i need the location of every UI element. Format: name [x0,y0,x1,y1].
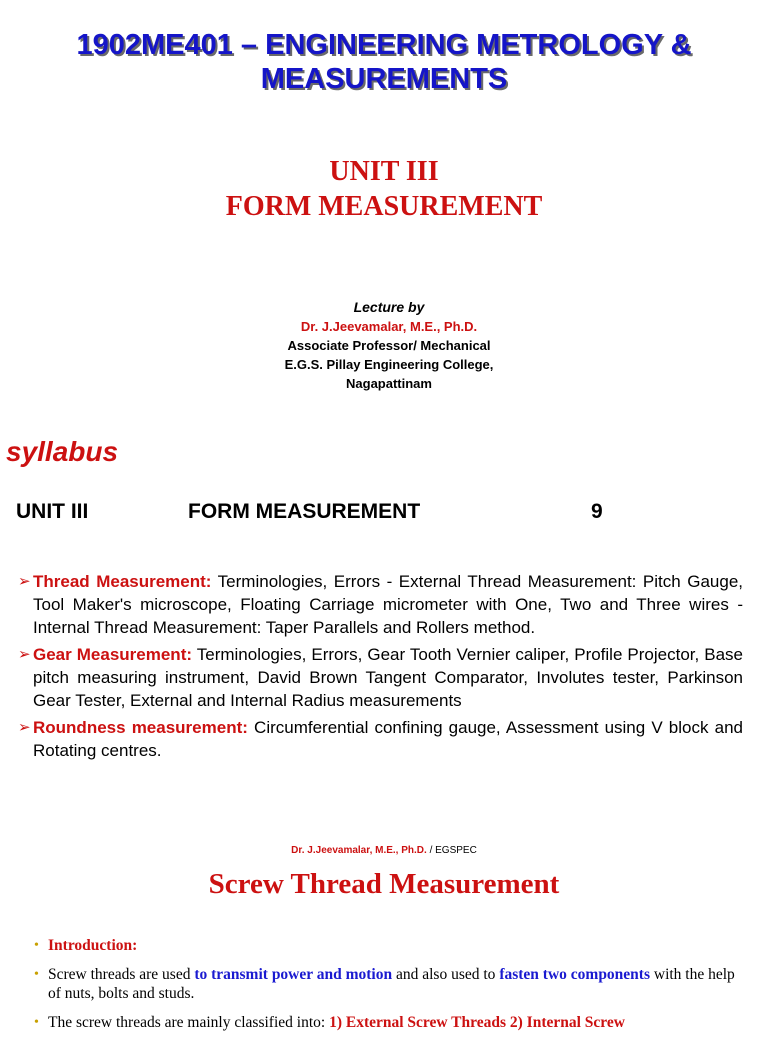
dot-bullet-icon: • [34,938,39,953]
lecture-by-label: Lecture by [353,299,425,315]
syllabus-item [18,643,743,712]
syllabus-topic-text: Circumferential confining gauge, Assessment using V block and Rotating centres. [33,718,743,760]
p1-text-c: and also used to [392,966,500,983]
p2-highlight-b: 1) External Screw Threads 2) Internal Screw [329,1014,625,1031]
syllabus-topic: Roundness measurement: [33,718,248,737]
slide3-bullet-list [34,936,744,1042]
slide3-item [34,1013,744,1032]
college-city: Nagapattinam [346,376,432,391]
lecturer-designation: Associate Professor/ Mechanical [287,338,491,353]
lecturer-info [0,298,768,393]
p1-highlight-b: to transmit power and motion [194,966,393,983]
arrow-bullet-icon: ➢ [18,573,31,590]
syllabus-hours: 9 [591,500,603,523]
arrow-bullet-icon: ➢ [18,646,31,663]
syllabus-unit-name: FORM MEASUREMENT [188,500,421,523]
arrow-bullet-icon: ➢ [18,719,31,736]
syllabus-topic-list [18,570,743,766]
footer-org: / EGSPEC [426,845,477,856]
unit-number: UNIT III [329,156,439,187]
footer-name: Dr. J.Jeevamalar, M.E., Ph.D. [291,845,427,856]
p1-text-a: Screw threads are used [48,966,195,983]
p2-text-a: The screw threads are mainly classified into: [48,1014,330,1031]
unit-heading [0,154,768,224]
introduction-heading: Introduction: [48,937,138,954]
p1-text-e: with the help of nuts, bolts and studs. [48,966,735,1002]
college-name: E.G.S. Pillay Engineering College, [284,357,494,372]
syllabus-item [18,716,743,762]
dot-bullet-icon: • [34,967,39,982]
p1-highlight-d: fasten two components [499,966,650,983]
course-title-line2: MEASUREMENTS [260,63,508,95]
syllabus-item [18,570,743,639]
syllabus-title: syllabus [6,436,119,467]
dot-bullet-icon: • [34,1015,39,1030]
syllabus-topic-text: Terminologies, Errors - External Thread Measurement: Pitch Gauge, Tool Maker's microscope, Floating Carriage micrometer with One, Two and Three wires - Internal Thread Measurement: Taper Parallels and Rollers method. [33,572,743,637]
slide3-item [34,936,744,955]
slide3-item [34,965,744,1003]
syllabus-topic: Gear Measurement: [33,645,193,664]
course-title-line1: 1902ME401 – ENGINEERING METROLOGY & [76,29,692,61]
lecturer-name: Dr. J.Jeevamalar, M.E., Ph.D. [300,319,478,334]
unit-name: FORM MEASUREMENT [225,191,543,222]
syllabus-topic: Thread Measurement: [33,572,212,591]
slide3-title: Screw Thread Measurement [208,868,560,900]
syllabus-unit-row [0,500,768,530]
course-title [0,28,768,96]
syllabus-topic-text: Terminologies, Errors, Gear Tooth Vernier caliper, Profile Projector, Base pitch measuring instrument, David Brown Tangent Comparator, Involutes tester, Parkinson Gear Tester, External and Internal Radius measurements [33,645,743,710]
slide-footer [0,845,768,856]
syllabus-unit-label: UNIT III [16,500,89,523]
